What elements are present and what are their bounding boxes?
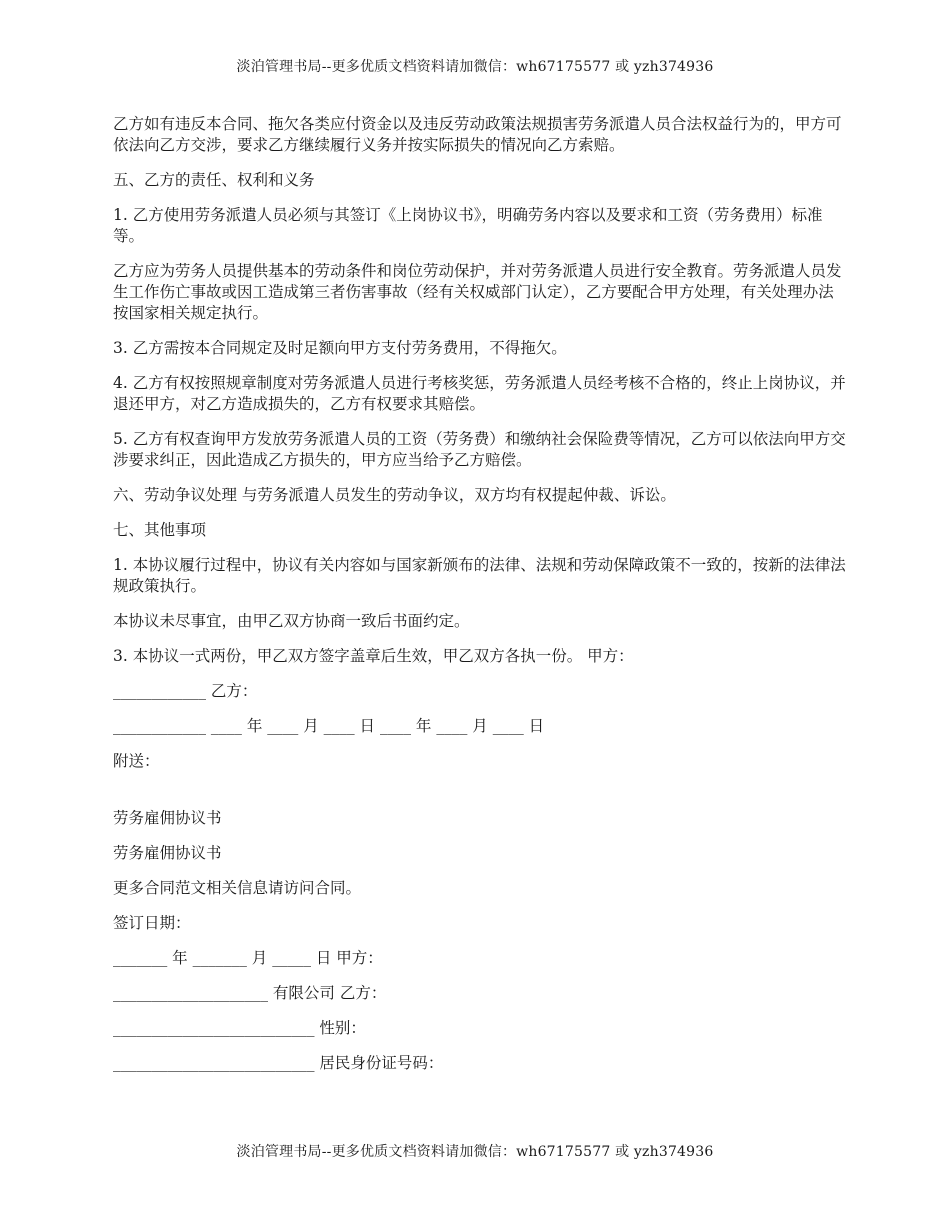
gender-field: __________________________ 性别： [113,1019,366,1037]
paragraph-5-4: 4. 乙方有权按照规章制度对劳务派遣人员进行考核奖惩，劳务派遣人员经考核不合格的，终止上岗协议，并退还甲方，对乙方造成损失的，乙方有权要求其赔偿。 [113,374,846,413]
more-info-line: 更多合同范文相关信息请访问合同。 [113,879,362,897]
document-body [113,114,848,1074]
signature-line-party-b: ____________ 乙方： [113,682,258,700]
section-heading-6: 六、劳动争议处理 与劳务派遣人员发生的劳动争议，双方均有权提起仲裁、诉讼。 [113,486,676,504]
signature-date-line: ____________ ____ 年 ____ 月 ____ 日 ____ 年 ____ 月 ____ 日 [113,717,545,735]
company-field: ____________________ 有限公司 乙方： [113,984,387,1002]
page-header: 淡泊管理书局--更多优质文档资料请加微信：wh67175577 或 yzh374936 [236,59,714,75]
attachment-title: 劳务雇佣协议书 [113,809,222,827]
signing-date-fields: _______ 年 _______ 月 _____ 日 甲方： [113,949,383,967]
paragraph-7-2: 本协议未尽事宜，由甲乙双方协商一致后书面约定。 [113,612,470,630]
attachment-title-repeat: 劳务雇佣协议书 [113,844,222,862]
paragraph-5-2: 乙方应为劳务人员提供基本的劳动条件和岗位劳动保护，并对劳务派遣人员进行安全教育。劳务派遣人员发生工作伤亡事故或因工造成第三者伤害事故（经有关权威部门认定），乙方要配合甲方处理，有关处理办法按国家相关规定执行。 [113,262,842,322]
paragraph-5-5: 5. 乙方有权查询甲方发放劳务派遣人员的工资（劳务费）和缴纳社会保险费等情况，乙方可以依法向甲方交涉要求纠正，因此造成乙方损失的，甲方应当给予乙方赔偿。 [113,430,846,469]
page-footer: 淡泊管理书局--更多优质文档资料请加微信：wh67175577 或 yzh374936 [236,1144,714,1160]
attachment-label: 附送： [113,752,160,770]
paragraph-7-1: 1. 本协议履行过程中，协议有关内容如与国家新颁布的法律、法规和劳动保障政策不一致的，按新的法律法规政策执行。 [113,556,846,595]
paragraph-5-3: 3. 乙方需按本合同规定及时足额向甲方支付劳务费用，不得拖欠。 [113,339,567,357]
section-heading-7: 七、其他事项 [113,521,207,539]
paragraph-breach-terms: 乙方如有违反本合同、拖欠各类应付资金以及违反劳动政策法规损害劳务派遣人员合法权益行为的，甲方可依法向乙方交涉，要求乙方继续履行义务并按实际损失的情况向乙方索赔。 [113,115,842,154]
paragraph-7-3: 3. 本协议一式两份，甲乙双方签字盖章后生效，甲乙双方各执一份。 甲方： [113,647,634,665]
section-heading-5: 五、乙方的责任、权利和义务 [113,171,315,189]
id-number-field: __________________________ 居民身份证号码： [113,1054,444,1072]
paragraph-5-1: 1. 乙方使用劳务派遣人员必须与其签订《上岗协议书》，明确劳务内容以及要求和工资（劳务费用）标准等。 [113,206,823,245]
signing-date-label: 签订日期： [113,914,191,932]
